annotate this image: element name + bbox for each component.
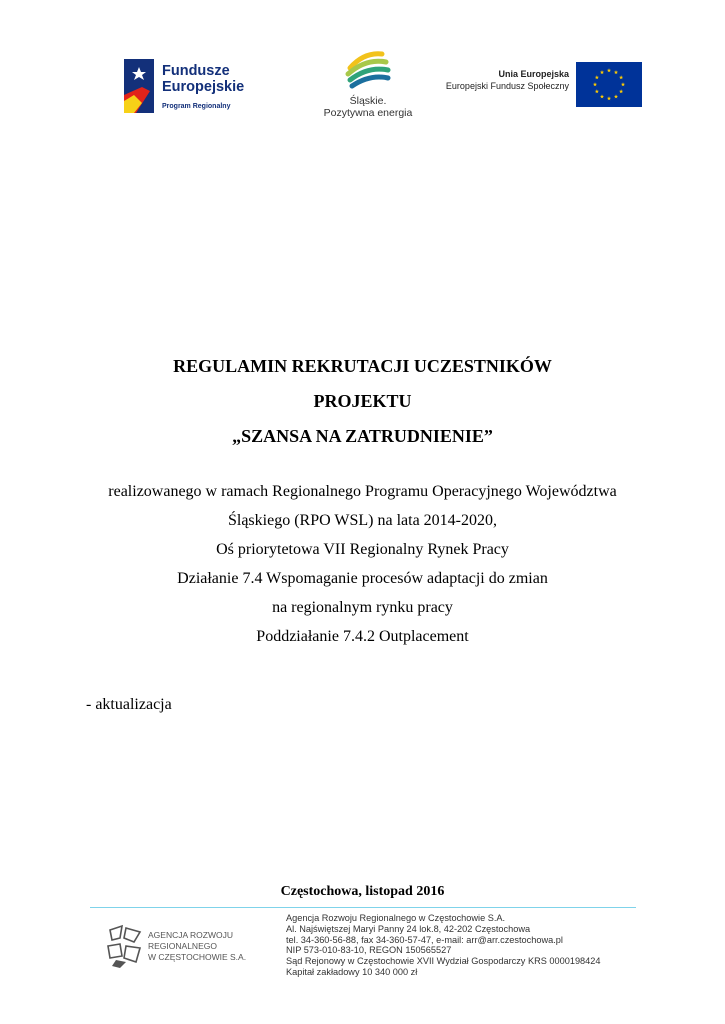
- footer-contact-info: [286, 913, 601, 978]
- footer-divider: [90, 907, 636, 908]
- arr-logo-line3: W CZĘSTOCHOWIE S.A.: [148, 952, 247, 962]
- slaskie-logo-line2: Pozytywna energia: [323, 107, 413, 119]
- arr-logo-line2: REGIONALNEGO: [148, 941, 217, 951]
- footer-nip-regon: NIP 573-010-83-10, REGON 150565527: [286, 945, 452, 956]
- slaskie-logo-line1: Śląskie.: [349, 95, 387, 107]
- update-note: - aktualizacja: [86, 696, 172, 713]
- slaskie-logo: [320, 46, 416, 124]
- submeasure: Poddziałanie 7.4.2 Outplacement: [256, 628, 469, 645]
- unia-europejska-logo: [440, 60, 642, 110]
- footer-company-name: Agencja Rozwoju Regionalnego w Częstochowie S.A.: [286, 913, 506, 923]
- fe-logo-subtitle: Program Regionalny: [162, 103, 231, 110]
- slaskie-waves-icon: [320, 46, 416, 92]
- document-title-line2: PROJEKTU: [313, 391, 412, 411]
- arr-emblem-icon: [106, 924, 144, 968]
- fundusze-europejskie-logo: [120, 57, 270, 117]
- program-line2: Śląskiego (RPO WSL) na lata 2014-2020,: [227, 512, 497, 529]
- fe-logo-line2: Europejskie: [162, 79, 245, 95]
- eu-logo-line2: Europejski Fundusz Społeczny: [445, 81, 569, 91]
- fe-emblem-icon: [120, 57, 160, 115]
- document-title-line1: REGULAMIN REKRUTACJI UCZESTNIKÓW: [173, 356, 552, 376]
- eu-flag-icon: [576, 62, 642, 107]
- eu-logo-line1: Unia Europejska: [498, 69, 569, 79]
- footer-share-capital: Kapitał zakładowy 10 340 000 zł: [286, 966, 418, 977]
- priority-axis: Oś priorytetowa VII Regionalny Rynek Pracy: [216, 541, 509, 558]
- footer-address: Al. Najświętszej Maryi Panny 24 lok.8, 42-202 Częstochowa: [286, 923, 531, 934]
- footer-phone-email: tel. 34-360-56-88, fax 34-360-57-47, e-mail: arr@arr.czestochowa.pl: [286, 934, 563, 945]
- arr-logo: [106, 924, 256, 974]
- program-line1: realizowanego w ramach Regionalnego Programu Operacyjnego Województwa: [108, 483, 617, 500]
- arr-logo-line1: AGENCJA ROZWOJU: [148, 930, 234, 940]
- measure-line2: na regionalnym rynku pracy: [272, 599, 453, 616]
- footer-court-registry: Sąd Rejonowy w Częstochowie XVII Wydział Gospodarczy KRS 0000198424: [286, 956, 601, 967]
- place-date: Częstochowa, listopad 2016: [280, 884, 445, 899]
- measure-line1: Działanie 7.4 Wspomaganie procesów adaptacji do zmian: [177, 570, 548, 587]
- project-name: „SZANSA NA ZATRUDNIENIE”: [232, 426, 493, 446]
- fe-logo-line1: Fundusze: [162, 63, 230, 79]
